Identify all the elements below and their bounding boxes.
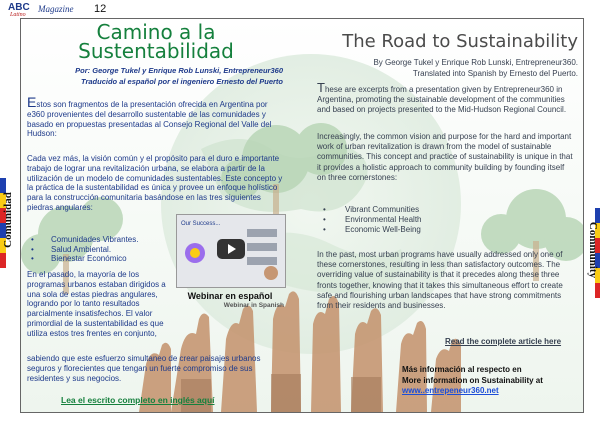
more-info-spanish: Más información al respecto en (402, 365, 522, 374)
webinar-caption-english: Webinar in Spanish (223, 302, 284, 309)
magazine-logo-text: Magazine (38, 4, 74, 14)
spanish-para1-text: stos son fragmentos de la presentación ofrecida en Argentina por e360 provenientes del desarrollo sustentable de las comunidades y basado en propuestas presentadas al Consejo Regional del Valle del Hudson: (27, 100, 272, 139)
more-info-english: More information on Sustainability at (402, 375, 543, 385)
english-byline-block (316, 57, 578, 79)
spanish-cornerstone-list (29, 235, 138, 264)
english-byline: By George Tukel y Enrique Rob Lunski, Entrepreneur360. (373, 58, 578, 67)
video-slide-title: Our Success... (181, 221, 221, 227)
english-translation-credit: Translated into Spanish by Ernesto del Puerto. (412, 69, 578, 78)
english-para1-text: hese are excerpts from a presentation given by Entrepreneur360 in Argentina, promoting the sustainable development of the communities and based on projects presented to the Mid-Hudson Regional Council. (317, 85, 567, 115)
magazine-logo-latino: Latino (10, 12, 26, 18)
spanish-paragraph-3: En el pasado, la mayoría de los programas urbanos estaban dirigidos a una sola de estas piedras angulares, logrando por lo tanto resultados parcialmente insatisfechos. El valor primordial de la sustentabilidad es que utiliza estos tres frentes en conjunto, (27, 270, 166, 338)
side-label-comunidad: Comunidad (2, 192, 14, 248)
list-item: • Environmental Health (321, 215, 421, 225)
spanish-byline: Por: George Tukel y Enrique Rob Lunski, Entrepreneur360 (75, 66, 283, 75)
article-page (20, 18, 584, 413)
left-side-ribbon (0, 178, 18, 268)
list-item: • Vibrant Communities (321, 205, 421, 215)
spanish-byline-block (21, 65, 283, 87)
entrepreneur360-url-link[interactable]: www..entrepeneur360.net (402, 386, 499, 395)
english-title: The Road to Sustainability (342, 31, 578, 52)
page-number: 12 (94, 3, 107, 15)
read-english-article-link[interactable]: Lea el escrito completo en inglés aquí (61, 395, 215, 405)
english-cornerstone-list (321, 205, 421, 236)
play-button-icon[interactable] (217, 239, 245, 259)
list-item: • Comunidades Vibrantes. (29, 235, 138, 245)
more-information-block (402, 365, 543, 397)
list-item: • Economic Well-Being (321, 225, 421, 235)
read-complete-article-link[interactable]: Read the complete article here (445, 337, 562, 346)
magazine-header (8, 2, 128, 18)
spanish-title (21, 20, 291, 63)
english-paragraph-1 (317, 80, 573, 116)
spanish-title-line2: Sustentabilidad (78, 39, 234, 63)
spanish-translation-credit: Traducido al español por el ingeniero Ernesto del Puerto (81, 77, 283, 86)
spanish-paragraph-2: Cada vez más, la visión común y el propósito para el duro e importante trabajo de lograr una revitalización urbana, se elabora a partir de la utilización de un modelo de comunidades sustentables. Este concepto y la práctica de la sustentabilidad es única y provee un enfoque holístico para la construcción comunitaria basándose en las tres siguientes piedras angulares: (27, 154, 283, 212)
list-item: • Bienestar Económico (29, 254, 138, 264)
webinar-video-thumbnail[interactable] (176, 214, 286, 288)
english-paragraph-3: In the past, most urban programs have usually addressed only one of these cornerstones, resulting in less than satisfactory outcomes. The overriding value of sustainability is that it precedes along these three fronts together, knowing that it takes this simultaneous effort to create safe and flourishing urban landscapes that have strong commitments from their residents and businesses. (317, 250, 563, 311)
list-item: • Salud Ambiental. (29, 245, 138, 255)
spanish-paragraph-1 (27, 94, 283, 139)
spanish-title-line1: Camino a la (96, 20, 216, 44)
spanish-dropcap: E (27, 94, 37, 110)
right-side-ribbon (583, 208, 600, 298)
magazine-logo: ABC (8, 2, 30, 13)
english-dropcap: T (317, 80, 325, 95)
side-label-community: Community (587, 221, 599, 279)
webinar-caption-spanish: Webinar en español (187, 291, 273, 301)
spanish-paragraph-4: sabiendo que este esfuerzo simultaneo de crear paisajes urbanos seguros y florecientes que tengan un fuerte compromiso de sus residentes y sus negocios. (27, 354, 261, 383)
english-paragraph-2: Increasingly, the common vision and purpose for the hard and important work of urban revitalization is drawn from the model of sustainable communities. This concept and practice of sustainability is unique in that it provides a holistic approach to community building by founding itself on three cornerstones: (317, 132, 573, 182)
